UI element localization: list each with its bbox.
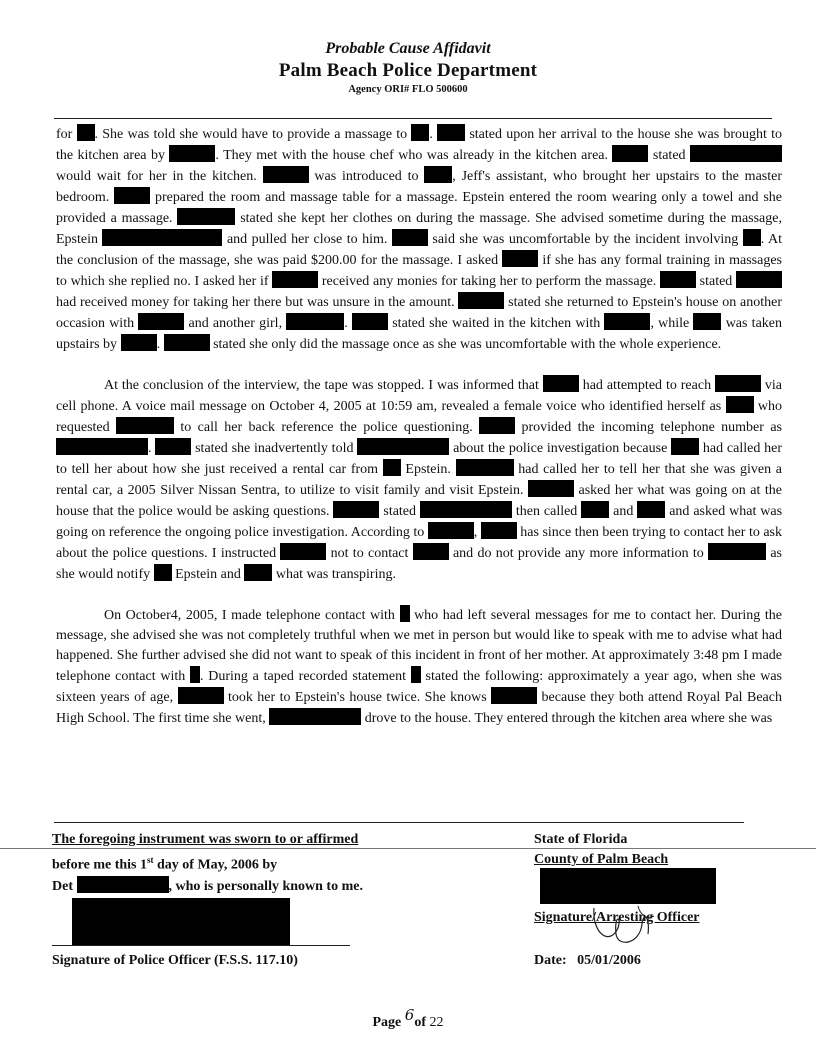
- redaction: [715, 375, 761, 392]
- paragraph-2: At the conclusion of the interview, the tape was stopped. I was informed that had attempted to reach via cell phone. A voice mail message on October 4, 2005 at 10:59 am, revealed a female voice who identified herself as who requested to call her back reference the police questioning. provided the incoming telephone number as . stated she inadvertently told about the police investigation because had called her to tell her about how she just received a rental car from Epstein. had called her to tell her that she was given a rental car, a 2005 Silver Nissan Sentra, to utilize to visit family and visit Epstein. asked her what was going on at the house that the police would be asking questions. stated then called and and asked what was going on reference the ongoing police investigation. According to , has since then been trying to contact her to ask about the police questions. I instructed not to contact and do not provide any more information to as she would notify Epstein and what was transpiring.: [56, 375, 782, 585]
- redaction: [244, 564, 272, 581]
- handwritten-signature: [588, 904, 668, 948]
- redaction: [400, 605, 410, 622]
- redaction: [77, 124, 95, 141]
- paragraph-3: On October4, 2005, I made telephone contact with who had left several messages for me to contact her. During the message, she advised she was not completely truthful when we met in person but would like to speak with me to advise what had happened. She further advised she did not want to speak of this incident in front of her mother. At approximately 3:48 pm I made telephone contact with . During a taped recorded statement stated the following: approximately a year ago, when she was sixteen years of age, took her to Epstein's house twice. She knows because they both attend Royal Pal Beach High School. The first time she went, drove to the house. They entered through the kitchen area where she was: [56, 605, 782, 729]
- redaction: [263, 166, 309, 183]
- redaction: [102, 229, 222, 246]
- redaction: [169, 145, 215, 162]
- redaction: [420, 501, 512, 518]
- redaction: [708, 543, 766, 560]
- redaction: [671, 438, 699, 455]
- redaction: [456, 459, 514, 476]
- affidavit-header: [0, 40, 816, 95]
- redacted-arresting-officer-name: [540, 868, 716, 904]
- header-rule: [54, 118, 772, 119]
- redaction: [164, 334, 210, 351]
- redaction: [286, 313, 344, 330]
- notary-det-prefix: Det: [52, 878, 77, 894]
- date-value: 05/01/2006: [577, 953, 641, 968]
- police-officer-signature-label: Signature of Police Officer (F.S.S. 117.10): [52, 953, 298, 968]
- redaction: [660, 271, 696, 288]
- page-number: [0, 1006, 816, 1031]
- redaction: [280, 543, 326, 560]
- redaction: [491, 687, 537, 704]
- redaction: [114, 187, 150, 204]
- redaction: [357, 438, 449, 455]
- redaction: [693, 313, 721, 330]
- redacted-officer-signature: [72, 898, 290, 946]
- redaction: [543, 375, 579, 392]
- notary-block: [52, 830, 472, 897]
- redaction: [116, 417, 174, 434]
- page-current-handwritten: 6: [404, 1006, 415, 1024]
- redaction: [612, 145, 648, 162]
- redaction: [411, 124, 429, 141]
- redaction: [743, 229, 761, 246]
- redaction: [269, 708, 361, 725]
- redaction: [726, 396, 754, 413]
- redaction: [424, 166, 452, 183]
- redaction: [352, 313, 388, 330]
- redaction: [604, 313, 650, 330]
- redaction: [138, 313, 184, 330]
- agency-ori: Agency ORI# FLO 500600: [348, 84, 468, 95]
- redaction: [690, 145, 782, 162]
- redaction: [458, 292, 504, 309]
- signature-line-left: [52, 945, 350, 946]
- notary-det-suffix: , who is personally known to me.: [168, 878, 363, 894]
- redaction: [428, 522, 474, 539]
- page-of: of: [414, 1015, 426, 1030]
- redaction: [155, 438, 191, 455]
- notary-line-3: [52, 876, 472, 897]
- redaction: [481, 522, 517, 539]
- redaction: [479, 417, 515, 434]
- date-field: [534, 953, 641, 969]
- footer-rule: [54, 822, 744, 823]
- redaction: [154, 564, 172, 581]
- notary-line-2: before me this 1st day of May, 2006 by: [52, 855, 278, 873]
- redaction: [178, 687, 224, 704]
- redaction: [392, 229, 428, 246]
- redaction: [190, 666, 200, 683]
- state-label: State of Florida: [534, 832, 628, 847]
- affidavit-body: [56, 124, 782, 729]
- redaction: [121, 334, 157, 351]
- paragraph-1: for . She was told she would have to provide a massage to . stated upon her arrival to the house she was brought to the kitchen area by . They met with the house chef who was already in the kitchen area. stated would wait for her in the kitchen. was introduced to , Jeff's assistant, who brought her upstairs to the master bedroom. prepared the room and massage table for a massage. Epstein entered the room wearing only a towel and she provided a massage. stated she kept her clothes on during the massage. She advised sometime during the massage, Epstein and pulled her close to him. said she was uncomfortable by the incident involving . At the conclusion of the massage, she was paid $200.00 for the massage. I asked if she has any formal training in massages to which she replied no. I asked her if received any monies for taking her to perform the massage. stated had received money for taking her there but was unsure in the amount. stated she returned to Epstein's house on another occasion with and another girl, . stated she waited in the kitchen with , while was taken upstairs by . stated she only did the massage once as she was uncomfortable with the whole experience.: [56, 124, 782, 355]
- redaction: [411, 666, 421, 683]
- redaction: [736, 271, 782, 288]
- page-total: 22: [429, 1015, 444, 1030]
- arresting-officer-signature-label: Signature/Arresting Officer: [534, 910, 700, 925]
- redaction: [637, 501, 665, 518]
- county-label: County of Palm Beach: [534, 852, 669, 867]
- redaction: [383, 459, 401, 476]
- department-name: Palm Beach Police Department: [278, 60, 538, 81]
- redaction: [528, 480, 574, 497]
- redaction: [177, 208, 235, 225]
- page-prefix: Page: [372, 1015, 402, 1030]
- redaction: [413, 543, 449, 560]
- jurisdiction-block: [534, 830, 774, 870]
- document-title: Probable Cause Affidavit: [325, 40, 491, 57]
- notary-line-1: The foregoing instrument was sworn to or affirmed: [52, 832, 359, 847]
- date-label: Date:: [534, 953, 567, 968]
- redaction: [56, 438, 148, 455]
- redaction: [77, 876, 169, 893]
- redaction: [333, 501, 379, 518]
- redaction: [272, 271, 318, 288]
- redaction: [437, 124, 465, 141]
- redaction: [502, 250, 538, 267]
- redaction: [581, 501, 609, 518]
